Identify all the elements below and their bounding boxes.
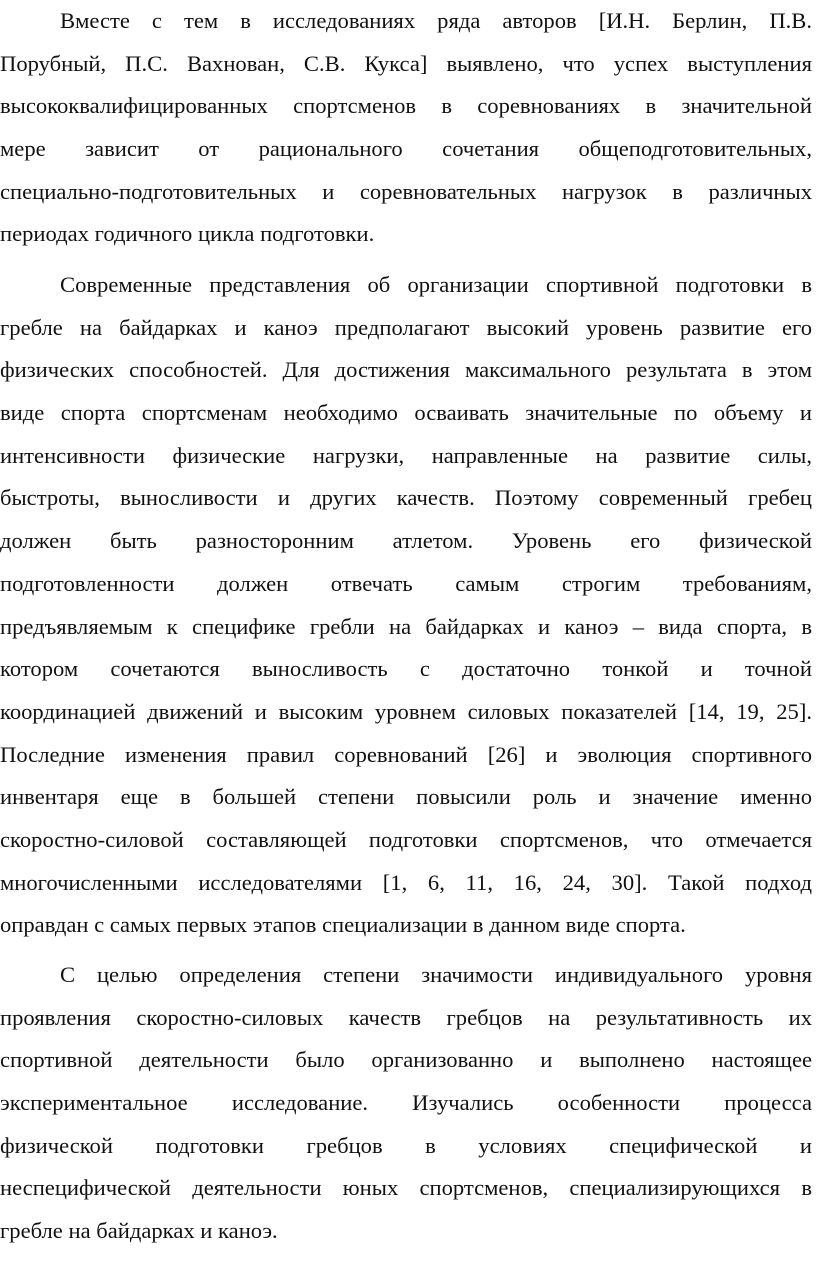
paragraph-2	[0, 264, 812, 947]
text-line: многочисленными исследователями [1, 6, 11, 16, 24, 30]. Такой подход	[0, 869, 812, 895]
text-line: периодах годичного цикла подготовки.	[0, 221, 375, 247]
text-line: мере зависит от рационального сочетания общеподготовительных,	[0, 136, 812, 162]
text-line: скоростно-силовой составляющей подготовки спортсменов, что отмечается	[0, 826, 812, 852]
text-line: оправдан с самых первых этапов специализации в данном виде спорта.	[0, 912, 686, 938]
text-line: подготовленности должен отвечать самым строгим требованиям,	[0, 570, 812, 596]
text-line: виде спорта спортсменам необходимо осваивать значительные по объему и	[0, 400, 812, 426]
text-line: неспецифической деятельности юных спортсменов, специализирующихся в	[0, 1175, 812, 1201]
paragraph-1	[0, 0, 812, 256]
text-line: координацией движений и высоким уровнем силовых показателей [14, 19, 25].	[0, 698, 812, 724]
text-line: физической подготовки гребцов в условиях специфической и	[0, 1132, 812, 1158]
text-line: Вместе с тем в исследованиях ряда авторов [И.Н. Берлин, П.В.	[60, 8, 812, 33]
text-line: экспериментальное исследование. Изучались особенности процесса	[0, 1090, 812, 1116]
text-line: гребле на байдарках и каноэ.	[0, 1218, 278, 1244]
text-line: Порубный, П.С. Вахнован, С.В. Кукса] выявлено, что успех выступления	[0, 50, 812, 76]
text-line: С целью определения степени значимости индивидуального уровня	[60, 962, 812, 987]
text-line: гребле на байдарках и каноэ предполагают высокий уровень развитие его	[0, 314, 812, 340]
text-line: проявления скоростно-силовых качеств гребцов на результативность их	[0, 1004, 812, 1030]
text-line: Современные представления об организации спортивной подготовки в	[60, 272, 812, 297]
text-line: котором сочетаются выносливость с достаточно тонкой и точной	[0, 656, 812, 682]
text-line: предъявляемым к специфике гребли на байдарках и каноэ – вида спорта, в	[0, 613, 812, 639]
text-line: Последние изменения правил соревнований [26] и эволюция спортивного	[0, 741, 812, 767]
paragraph-3	[0, 954, 812, 1253]
text-line: специально-подготовительных и соревновательных нагрузок в различных	[0, 178, 812, 204]
text-line: инвентаря еще в большей степени повысили роль и значение именно	[0, 784, 812, 810]
text-line: должен быть разносторонним атлетом. Уровень его физической	[0, 528, 812, 554]
text-line: спортивной деятельности было организованно и выполнено настоящее	[0, 1047, 812, 1073]
text-line: физических способностей. Для достижения максимального результата в этом	[0, 357, 812, 383]
text-line: быстроты, выносливости и других качеств. Поэтому современный гребец	[0, 485, 812, 511]
text-line: интенсивности физические нагрузки, направленные на развитие силы,	[0, 442, 812, 468]
text-line: высококвалифицированных спортсменов в соревнованиях в значительной	[0, 93, 812, 119]
